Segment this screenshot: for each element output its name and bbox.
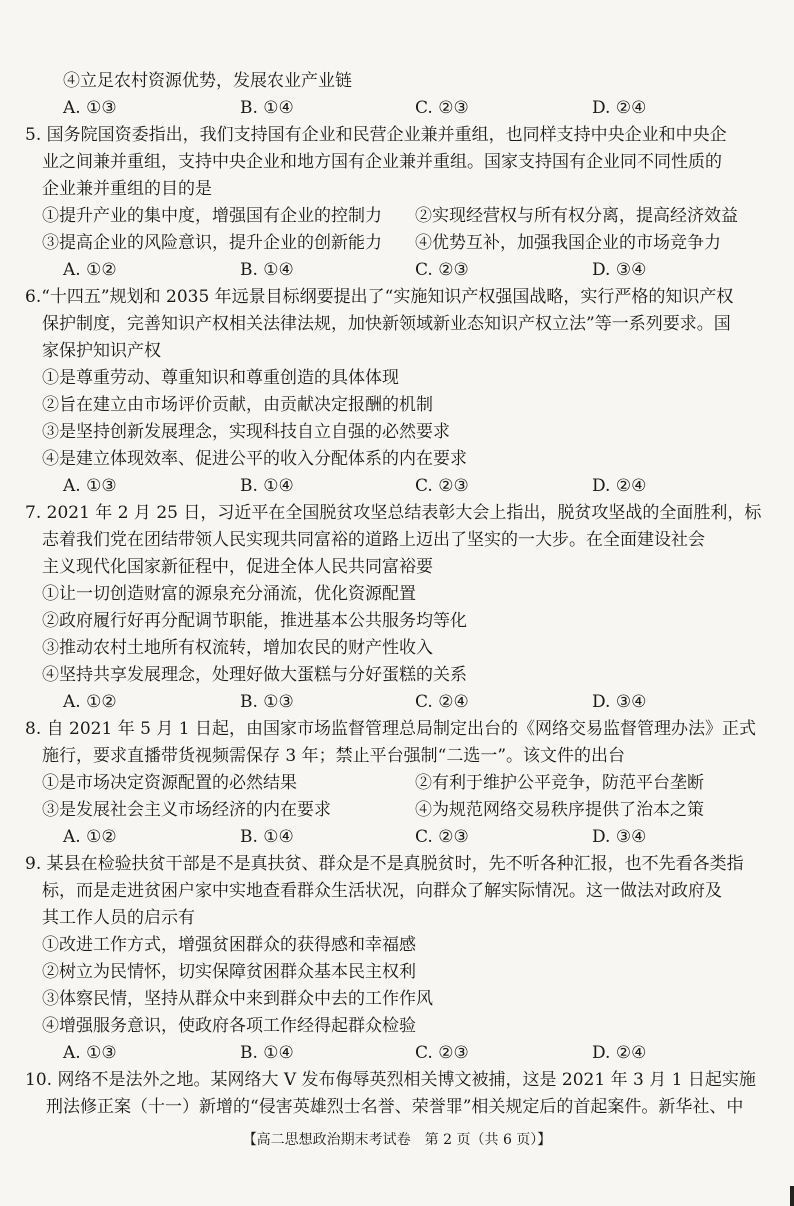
q6-option-b: B. ①④: [240, 476, 294, 496]
q8-option-a: A. ①②: [63, 827, 117, 847]
q4-item-4: ④立足农村资源优势，发展农业产业链: [63, 71, 352, 91]
q6-option-c: C. ②③: [415, 476, 469, 496]
scan-edge-mark: [790, 1186, 794, 1206]
q9-item-2: ②树立为民情怀，切实保障贫困群众基本民主权利: [42, 962, 416, 982]
q7-item-4: ④坚持共享发展理念，处理好做大蛋糕与分好蛋糕的关系: [42, 665, 467, 685]
q5-option-b: B. ①④: [240, 260, 294, 280]
q7-option-b: B. ①③: [240, 692, 294, 712]
q7-item-1: ①让一切创造财富的源泉充分涌流，优化资源配置: [42, 584, 416, 604]
q9-option-b: B. ①④: [240, 1043, 294, 1063]
q6-stem-line-1: 6.“十四五”规划和 2035 年远景目标纲要提出了“实施知识产权强国战略，实行严格的知识产权: [25, 287, 734, 307]
q10-stem-line-2: 刑法修正案（十一）新增的“侵害英雄烈士名誉、荣誉罪”相关规定后的首起案件。新华社、中: [46, 1097, 744, 1117]
q6-item-3: ③是坚持创新发展理念，实现科技自立自强的必然要求: [42, 422, 450, 442]
q5-stem-line-1: 5. 国务院国资委指出，我们支持国有企业和民营企业兼并重组，也同样支持中央企业和中央企: [25, 125, 727, 145]
q9-item-4: ④增强服务意识，使政府各项工作经得起群众检验: [42, 1016, 416, 1036]
q6-option-d: D. ②④: [592, 476, 647, 496]
q4-option-c: C. ②③: [415, 98, 469, 118]
q9-item-3: ③体察民情，坚持从群众中来到群众中去的工作作风: [42, 989, 433, 1009]
q8-option-b: B. ①④: [240, 827, 294, 847]
q4-option-b: B. ①④: [240, 98, 294, 118]
q8-item-4: ④为规范网络交易秩序提供了治本之策: [415, 800, 704, 820]
q8-item-2: ②有利于维护公平竞争，防范平台垄断: [415, 773, 704, 793]
q7-stem-line-3: 主义现代化国家新征程中，促进全体人民共同富裕要: [42, 557, 433, 577]
q9-stem-line-1: 9. 某县在检验扶贫干部是不是真扶贫、群众是不是真脱贫时，先不听各种汇报，也不先看各类指: [25, 854, 744, 874]
q5-stem-line-3: 企业兼并重组的目的是: [42, 179, 212, 199]
q7-stem-line-2: 志着我们党在团结带领人民实现共同富裕的道路上迈出了坚实的一大步。在全面建设社会: [42, 530, 705, 550]
q6-option-a: A. ①③: [63, 476, 117, 496]
q5-option-d: D. ③④: [592, 260, 647, 280]
q6-stem-line-2: 保护制度，完善知识产权相关法律法规，加快新领域新业态知识产权立法”等一系列要求。国: [42, 314, 731, 334]
q7-stem-line-1: 7. 2021 年 2 月 25 日，习近平在全国脱贫攻坚总结表彰大会上指出，脱贫攻坚战的全面胜利，标: [25, 503, 762, 523]
q9-option-a: A. ①③: [63, 1043, 117, 1063]
q5-option-c: C. ②③: [415, 260, 469, 280]
q8-item-3: ③是发展社会主义市场经济的内在要求: [42, 800, 331, 820]
q5-item-4: ④优势互补，加强我国企业的市场竞争力: [415, 233, 721, 253]
q7-item-2: ②政府履行好再分配调节职能，推进基本公共服务均等化: [42, 611, 467, 631]
q7-option-a: A. ①②: [63, 692, 117, 712]
q8-item-1: ①是市场决定资源配置的必然结果: [42, 773, 297, 793]
q5-item-2: ②实现经营权与所有权分离，提高经济效益: [415, 206, 738, 226]
q7-option-d: D. ③④: [592, 692, 647, 712]
q10-stem-line-1: 10. 网络不是法外之地。某网络大 V 发布侮辱英烈相关博文被捕，这是 2021 年 3 月 1 日起实施: [25, 1070, 756, 1090]
q5-option-a: A. ①②: [63, 260, 117, 280]
q9-option-d: D. ②④: [592, 1043, 647, 1063]
q5-item-1: ①提升产业的集中度，增强国有企业的控制力: [42, 206, 382, 226]
q6-stem-line-3: 家保护知识产权: [42, 341, 161, 361]
page-footer: 【高二思想政治期末考试卷 第 2 页（共 6 页）】: [242, 1132, 552, 1148]
q6-item-4: ④是建立体现效率、促进公平的收入分配体系的内在要求: [42, 449, 467, 469]
q6-item-2: ②旨在建立由市场评价贡献，由贡献决定报酬的机制: [42, 395, 433, 415]
q8-stem-line-1: 8. 自 2021 年 5 月 1 日起，由国家市场监督管理总局制定出台的《网络交易监督管理办法》正式: [25, 719, 756, 739]
q4-option-a: A. ①③: [63, 98, 117, 118]
q8-option-c: C. ②③: [415, 827, 469, 847]
q5-stem-line-2: 业之间兼并重组，支持中央企业和地方国有企业兼并重组。国家支持国有企业同不同性质的: [42, 152, 722, 172]
q9-stem-line-2: 标，而是走进贫困户家中实地查看群众生活状况，向群众了解实际情况。这一做法对政府及: [42, 881, 722, 901]
q4-option-d: D. ②④: [592, 98, 647, 118]
q5-item-3: ③提高企业的风险意识，提升企业的创新能力: [42, 233, 382, 253]
q7-item-3: ③推动农村土地所有权流转，增加农民的财产性收入: [42, 638, 433, 658]
q8-option-d: D. ③④: [592, 827, 647, 847]
q6-item-1: ①是尊重劳动、尊重知识和尊重创造的具体体现: [42, 368, 399, 388]
q9-option-c: C. ②③: [415, 1043, 469, 1063]
q7-option-c: C. ②④: [415, 692, 469, 712]
q9-stem-line-3: 其工作人员的启示有: [42, 908, 195, 928]
q9-item-1: ①改进工作方式，增强贫困群众的获得感和幸福感: [42, 935, 416, 955]
q8-stem-line-2: 施行，要求直播带货视频需保存 3 年；禁止平台强制“二选一”。该文件的出台: [42, 746, 626, 766]
